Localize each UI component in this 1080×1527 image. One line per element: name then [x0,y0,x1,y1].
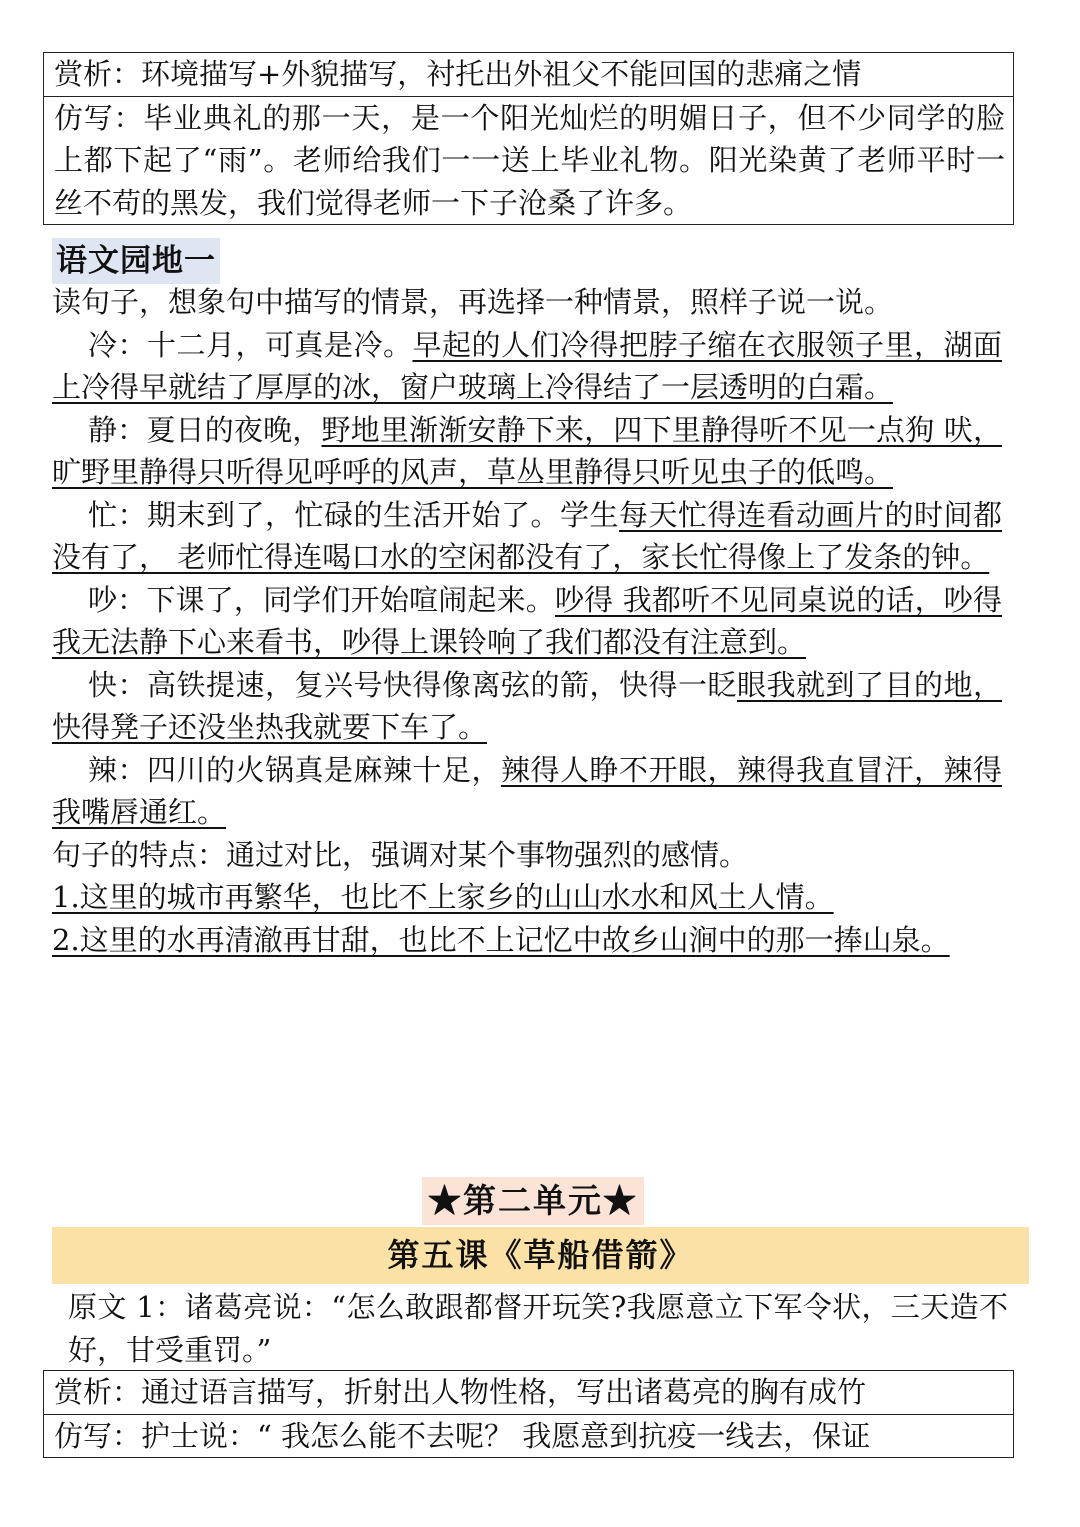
section-title: 语文园地一 [52,238,220,284]
example-lead: 冷：十二月，可真是冷。 [88,327,413,362]
example-underlined: 辣得人睁不开眼，辣得我直冒汗，辣得我嘴唇通红。 [52,752,1002,829]
example-lead: 吵：下课了，同学们开始喧闹起来。 [88,582,555,617]
imitation-row [44,1414,1013,1458]
example-paragraph-cold [52,324,1002,409]
example-underlined: 吵得 我都听不见同桌说的话，吵得我无法静下心来看书，吵得上课铃响了我们都没有注意到。 [52,582,1002,659]
example-underlined: 每天忙得连看动画片的时间都没有了， 老师忙得连喝口水的空闲都没有了，家长忙得像上了发条的钟。 [52,497,1002,574]
practice-item [52,919,1002,962]
lesson-title: 第五课《草船借箭》 [52,1227,1029,1284]
analysis-box-bottom [43,1370,1014,1458]
original-text: 原文 1：诸葛亮说：“怎么敢跟都督开玩笑?我愿意立下军令状，三天造不好，甘受重罚。” [68,1290,1008,1367]
main-content [52,281,1002,961]
example-lead: 辣：四川的火锅真是麻辣十足， [88,752,501,787]
example-underlined: 野地里渐渐安静下来，四下里静得听不见一点狗 吠， 旷野里静得只听得见呼呼的风声，草丛里静得只听见虫子的低鸣。 [52,412,1002,489]
instruction-text: 读句子，想象句中描写的情景，再选择一种情景，照样子说一说。 [52,285,894,319]
imitation-text: 仿写：毕业典礼的那一天，是一个阳光灿烂的明媚日子，但不少同学的脸上都下起了“雨”。老师给我们一一送上毕业礼物。阳光染黄了老师平时一丝不苟的黑发，我们觉得老师一下子沧桑了许多。 [54,100,1005,220]
imitation-row [44,96,1013,225]
example-lead: 静：夏日的夜晚， [88,412,322,447]
feature-text: 句子的特点：通过对比，强调对某个事物强烈的感情。 [52,837,749,872]
example-underlined: 眼我就到了目的地，快得凳子还没坐热我就要下车了。 [52,667,1002,744]
example-paragraph-busy [52,494,1002,579]
appreciation-row [44,1371,1013,1414]
example-lead: 快：高铁提速，复兴号快得像离弦的箭，快得一眨 [88,667,737,702]
imitation-text: 仿写：护士说：“ 我怎么能不去呢？ 我愿意到抗疫一线去，保证 [54,1418,871,1453]
practice-text: 2.这里的水再清澈再甘甜，也比不上记忆中故乡山涧中的那一捧山泉。 [52,922,950,957]
example-paragraph-spicy [52,749,1002,834]
original-quote [68,1286,1008,1371]
example-lead: 忙：期末到了，忙碌的生活开始了。学生 [88,497,619,532]
example-paragraph-quiet [52,409,1002,494]
analysis-box-top [43,52,1014,225]
appreciation-text: 赏析：通过语言描写，折射出人物性格，写出诸葛亮的胸有成竹 [54,1375,867,1409]
example-paragraph-noisy [52,579,1002,664]
example-paragraph-fast [52,664,1002,749]
appreciation-row [44,53,1013,96]
unit-title: ★第二单元★ [422,1177,644,1225]
practice-text: 1.这里的城市再繁华，也比不上家乡的山山水水和风土人情。 [52,880,834,914]
example-underlined: 早起的人们冷得把脖子缩在衣服领子里，湖面上冷得早就结了厚厚的冰，窗户玻璃上冷得结了一层透明的白霜。 [52,327,1002,404]
appreciation-text: 赏析：环境描写+外貌描写，衬托出外祖父不能回国的悲痛之情 [54,57,862,91]
practice-item [52,876,1002,919]
